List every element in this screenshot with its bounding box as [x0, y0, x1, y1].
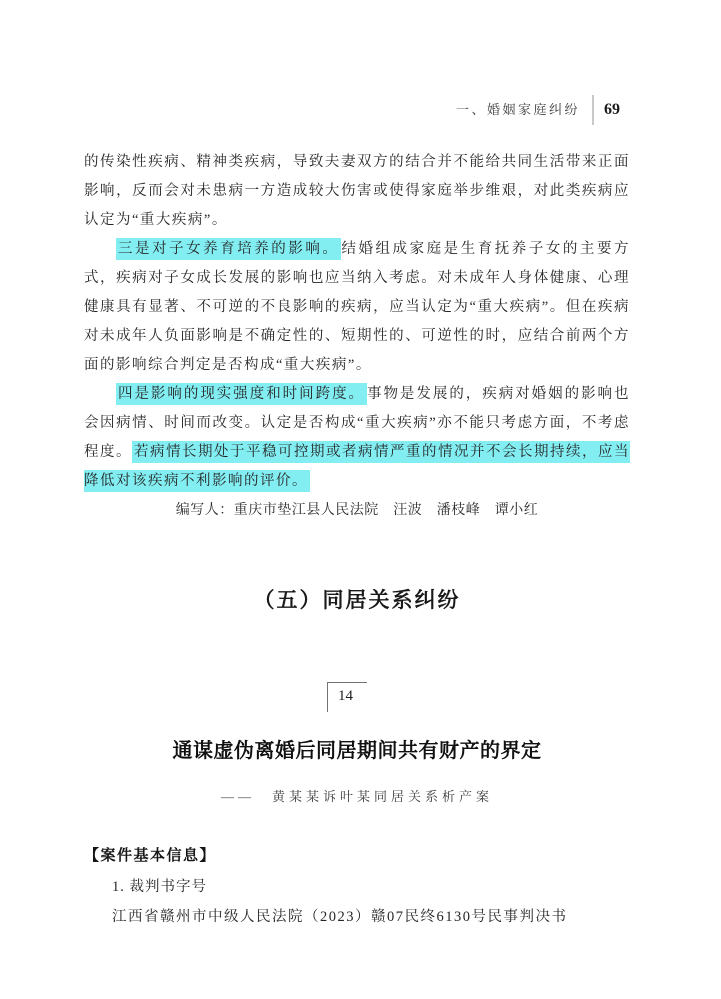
paragraph-text: 事物是发展的，疾病对婚姻的影响也会因病情、时间而改变。认定是否构成“重大疾病”亦不能只考虑方面，不考虑程度。 [84, 386, 630, 460]
body-text [84, 148, 630, 525]
page-number: 69 [604, 101, 620, 118]
paragraph-point-three [84, 235, 630, 380]
paragraph-continuation [84, 148, 630, 235]
header-divider [592, 95, 594, 125]
case-number-box [327, 682, 367, 712]
case-info-heading: 【案件基本信息】 [84, 848, 217, 864]
chapter-label: 一、婚姻家庭纠纷 [455, 102, 580, 117]
case-subtitle: —— 黄某某诉叶某同居关系析产案 [220, 789, 493, 804]
case-title: 通谋虚伪离婚后同居期间共有财产的界定 [172, 740, 542, 762]
highlighted-text: 若病情长期处于平稳可控期或者病情严重的情况并不会长期持续，应当降低对该疾病不利影响的评价。 [84, 441, 630, 492]
page-header [0, 94, 620, 126]
case-number: 14 [338, 688, 353, 704]
highlighted-text: 三是对子女养育培养的影响。 [116, 238, 341, 260]
paragraph-text: 结婚组成家庭是生育抚养子女的主要方式，疾病对子女成长发展的影响也应当纳入考虑。对未成年人身体健康、心理健康具有显著、不可逆的不良影响的疾病，应当认定为“重大疾病”。但在疾病对未成年人负面影响是不确定性的、短期性的、可逆性的时，应结合前两个方面的影响综合判定是否构成“重大疾病”。 [84, 241, 631, 373]
case-item-label: 1. 裁判书字号 [112, 879, 207, 895]
section-heading: （五）同居关系纠纷 [253, 588, 461, 612]
authors-line: 编写人：重庆市垫江县人民法院 汪波 潘枝峰 谭小红 [175, 503, 539, 518]
paragraph-text: 的传染性疾病、精神类疾病，导致夫妻双方的结合并不能给共同生活带来正面影响，反而会对未患病一方造成较大伤害或使得家庭举步维艰，对此类疾病应认定为“重大疾病”。 [84, 154, 630, 228]
highlighted-text: 四是影响的现实强度和时间跨度。 [116, 383, 367, 405]
case-item-value: 江西省赣州市中级人民法院（2023）赣07民终6130号民事判决书 [112, 909, 568, 925]
paragraph-point-four [84, 380, 630, 496]
